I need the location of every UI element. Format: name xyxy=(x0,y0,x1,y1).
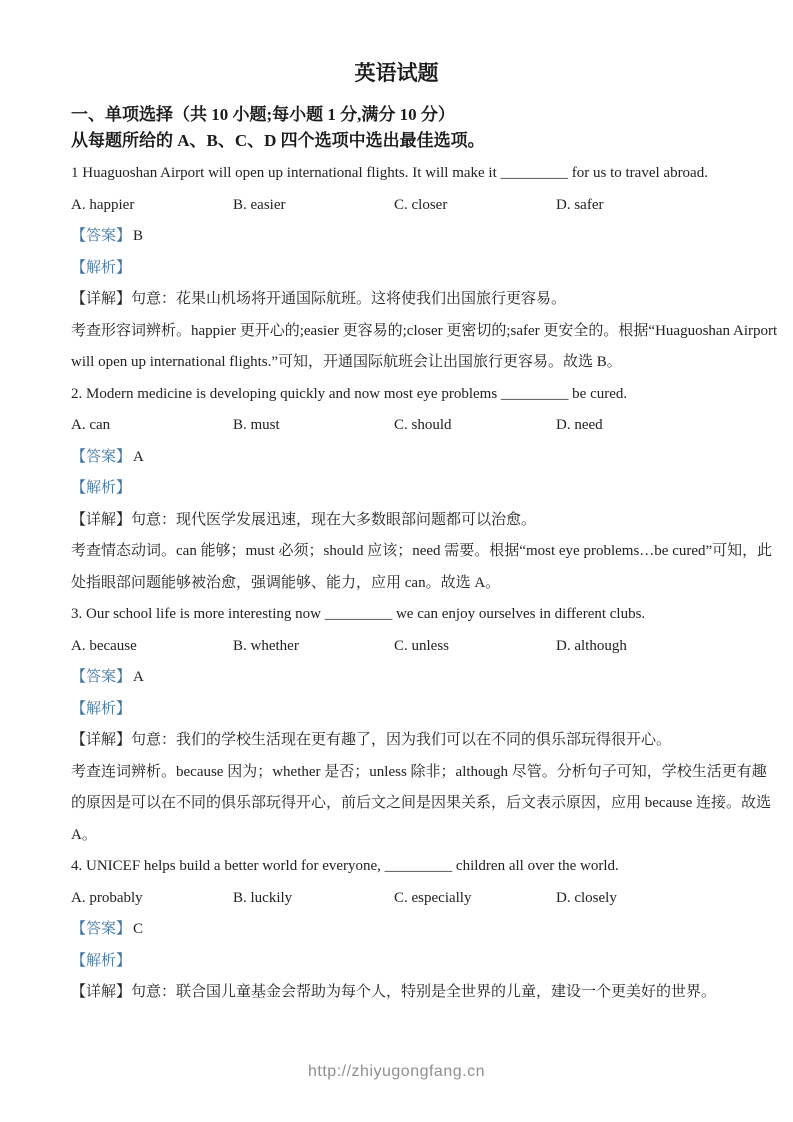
analysis-label: 【解析】 xyxy=(71,259,132,276)
page-title: 英语试题 xyxy=(354,61,439,85)
answer-line xyxy=(71,442,722,474)
detail-line: 【详解】句意：联合国儿童基金会帮助为每个人，特别是全世界的儿童，建设一个更美好的世界。 xyxy=(71,984,717,1000)
answer-value: B xyxy=(133,228,144,244)
options-row xyxy=(71,883,722,915)
option-a: A. because xyxy=(71,637,137,654)
answer-line xyxy=(71,914,722,946)
question-stem: 1 Huaguoshan Airport will open up international flights. It will make it _________ for us to travel abroad. xyxy=(71,165,708,181)
answer-label: 【答案】 xyxy=(71,448,132,465)
options-row xyxy=(71,410,722,442)
option-d: D. need xyxy=(556,417,603,433)
option-d: D. safer xyxy=(556,196,604,213)
question-stem: 4. UNICEF helps build a better world for everyone, _________ children all over the world. xyxy=(71,858,619,874)
option-b: B. whether xyxy=(233,637,299,654)
question-stem: 2. Modern medicine is developing quickly and now most eye problems _________ be cured. xyxy=(71,385,628,402)
analysis-label: 【解析】 xyxy=(71,952,132,969)
answer-line xyxy=(71,221,722,253)
answer-value: A xyxy=(133,448,144,465)
option-a: A. probably xyxy=(71,889,143,906)
detail-line: will open up international flights.”可知，开通国际航班会让出国旅行更容易。故选 B。 xyxy=(71,354,622,370)
detail-line: A。 xyxy=(71,826,97,843)
section-heading: 一、单项选择（共 10 小题;每小题 1 分,满分 10 分） xyxy=(71,105,455,124)
answer-value: C xyxy=(133,921,144,937)
detail-line: 【详解】句意：我们的学校生活现在更有趣了，因为我们可以在不同的俱乐部玩得很开心。 xyxy=(71,732,672,748)
analysis-line xyxy=(71,473,722,505)
question-block-2 xyxy=(71,379,773,600)
options-row xyxy=(71,631,722,663)
analysis-label: 【解析】 xyxy=(71,480,132,496)
option-c: C. should xyxy=(394,417,452,433)
option-b: B. luckily xyxy=(233,889,293,906)
analysis-line xyxy=(71,694,722,726)
question-block-4 xyxy=(71,851,722,1009)
detail-line: 【详解】句意：花果山机场将开通国际航班。这将使我们出国旅行更容易。 xyxy=(71,291,567,307)
answer-value: A xyxy=(133,669,144,685)
answer-label: 【答案】 xyxy=(71,669,132,685)
answer-label: 【答案】 xyxy=(71,228,132,244)
option-c: C. unless xyxy=(394,637,450,654)
watermark-url: http://zhiyugongfang.cn xyxy=(308,1063,485,1080)
analysis-line xyxy=(71,946,722,978)
option-c: C. closer xyxy=(394,196,448,213)
question-block-3 xyxy=(71,599,771,851)
analysis-line xyxy=(71,253,722,285)
analysis-label: 【解析】 xyxy=(71,700,132,717)
option-c: C. especially xyxy=(394,889,472,906)
detail-line: 考查连词辨析。because 因为；whether 是否；unless 除非；although 尽管。分析句子可知，学校生活更有趣 xyxy=(71,763,767,780)
options-row xyxy=(71,190,722,222)
option-b: B. must xyxy=(233,417,280,433)
detail-line: 的原因是可以在不同的俱乐部玩得开心，前后文之间是因果关系，后文表示原因，应用 because 连接。故选 xyxy=(71,795,771,811)
detail-line: 【详解】句意：现代医学发展迅速，现在大多数眼部问题都可以治愈。 xyxy=(71,511,537,528)
answer-line xyxy=(71,662,722,694)
detail-line: 处指眼部问题能够被治愈，强调能够、能力，应用 can。故选 A。 xyxy=(71,574,501,591)
section-instruction: 从每题所给的 A、B、C、D 四个选项中选出最佳选项。 xyxy=(71,131,485,150)
answer-label: 【答案】 xyxy=(71,921,132,937)
detail-line: 考查形容词辨析。happier 更开心的;easier 更容易的;closer 更密切的;safer 更安全的。根据“Huaguoshan Airport xyxy=(71,322,778,339)
option-d: D. closely xyxy=(556,889,617,906)
option-a: A. can xyxy=(71,417,111,433)
option-b: B. easier xyxy=(233,196,286,213)
detail-line: 考查情态动词。can 能够；must 必须；should 应该；need 需要。根据“most eye problems…be cured”可知，此 xyxy=(71,543,773,559)
question-stem: 3. Our school life is more interesting now _________ we can enjoy ourselves in different clubs. xyxy=(71,606,646,622)
option-d: D. although xyxy=(556,637,627,654)
option-a: A. happier xyxy=(71,196,135,213)
question-block-1 xyxy=(71,158,778,379)
